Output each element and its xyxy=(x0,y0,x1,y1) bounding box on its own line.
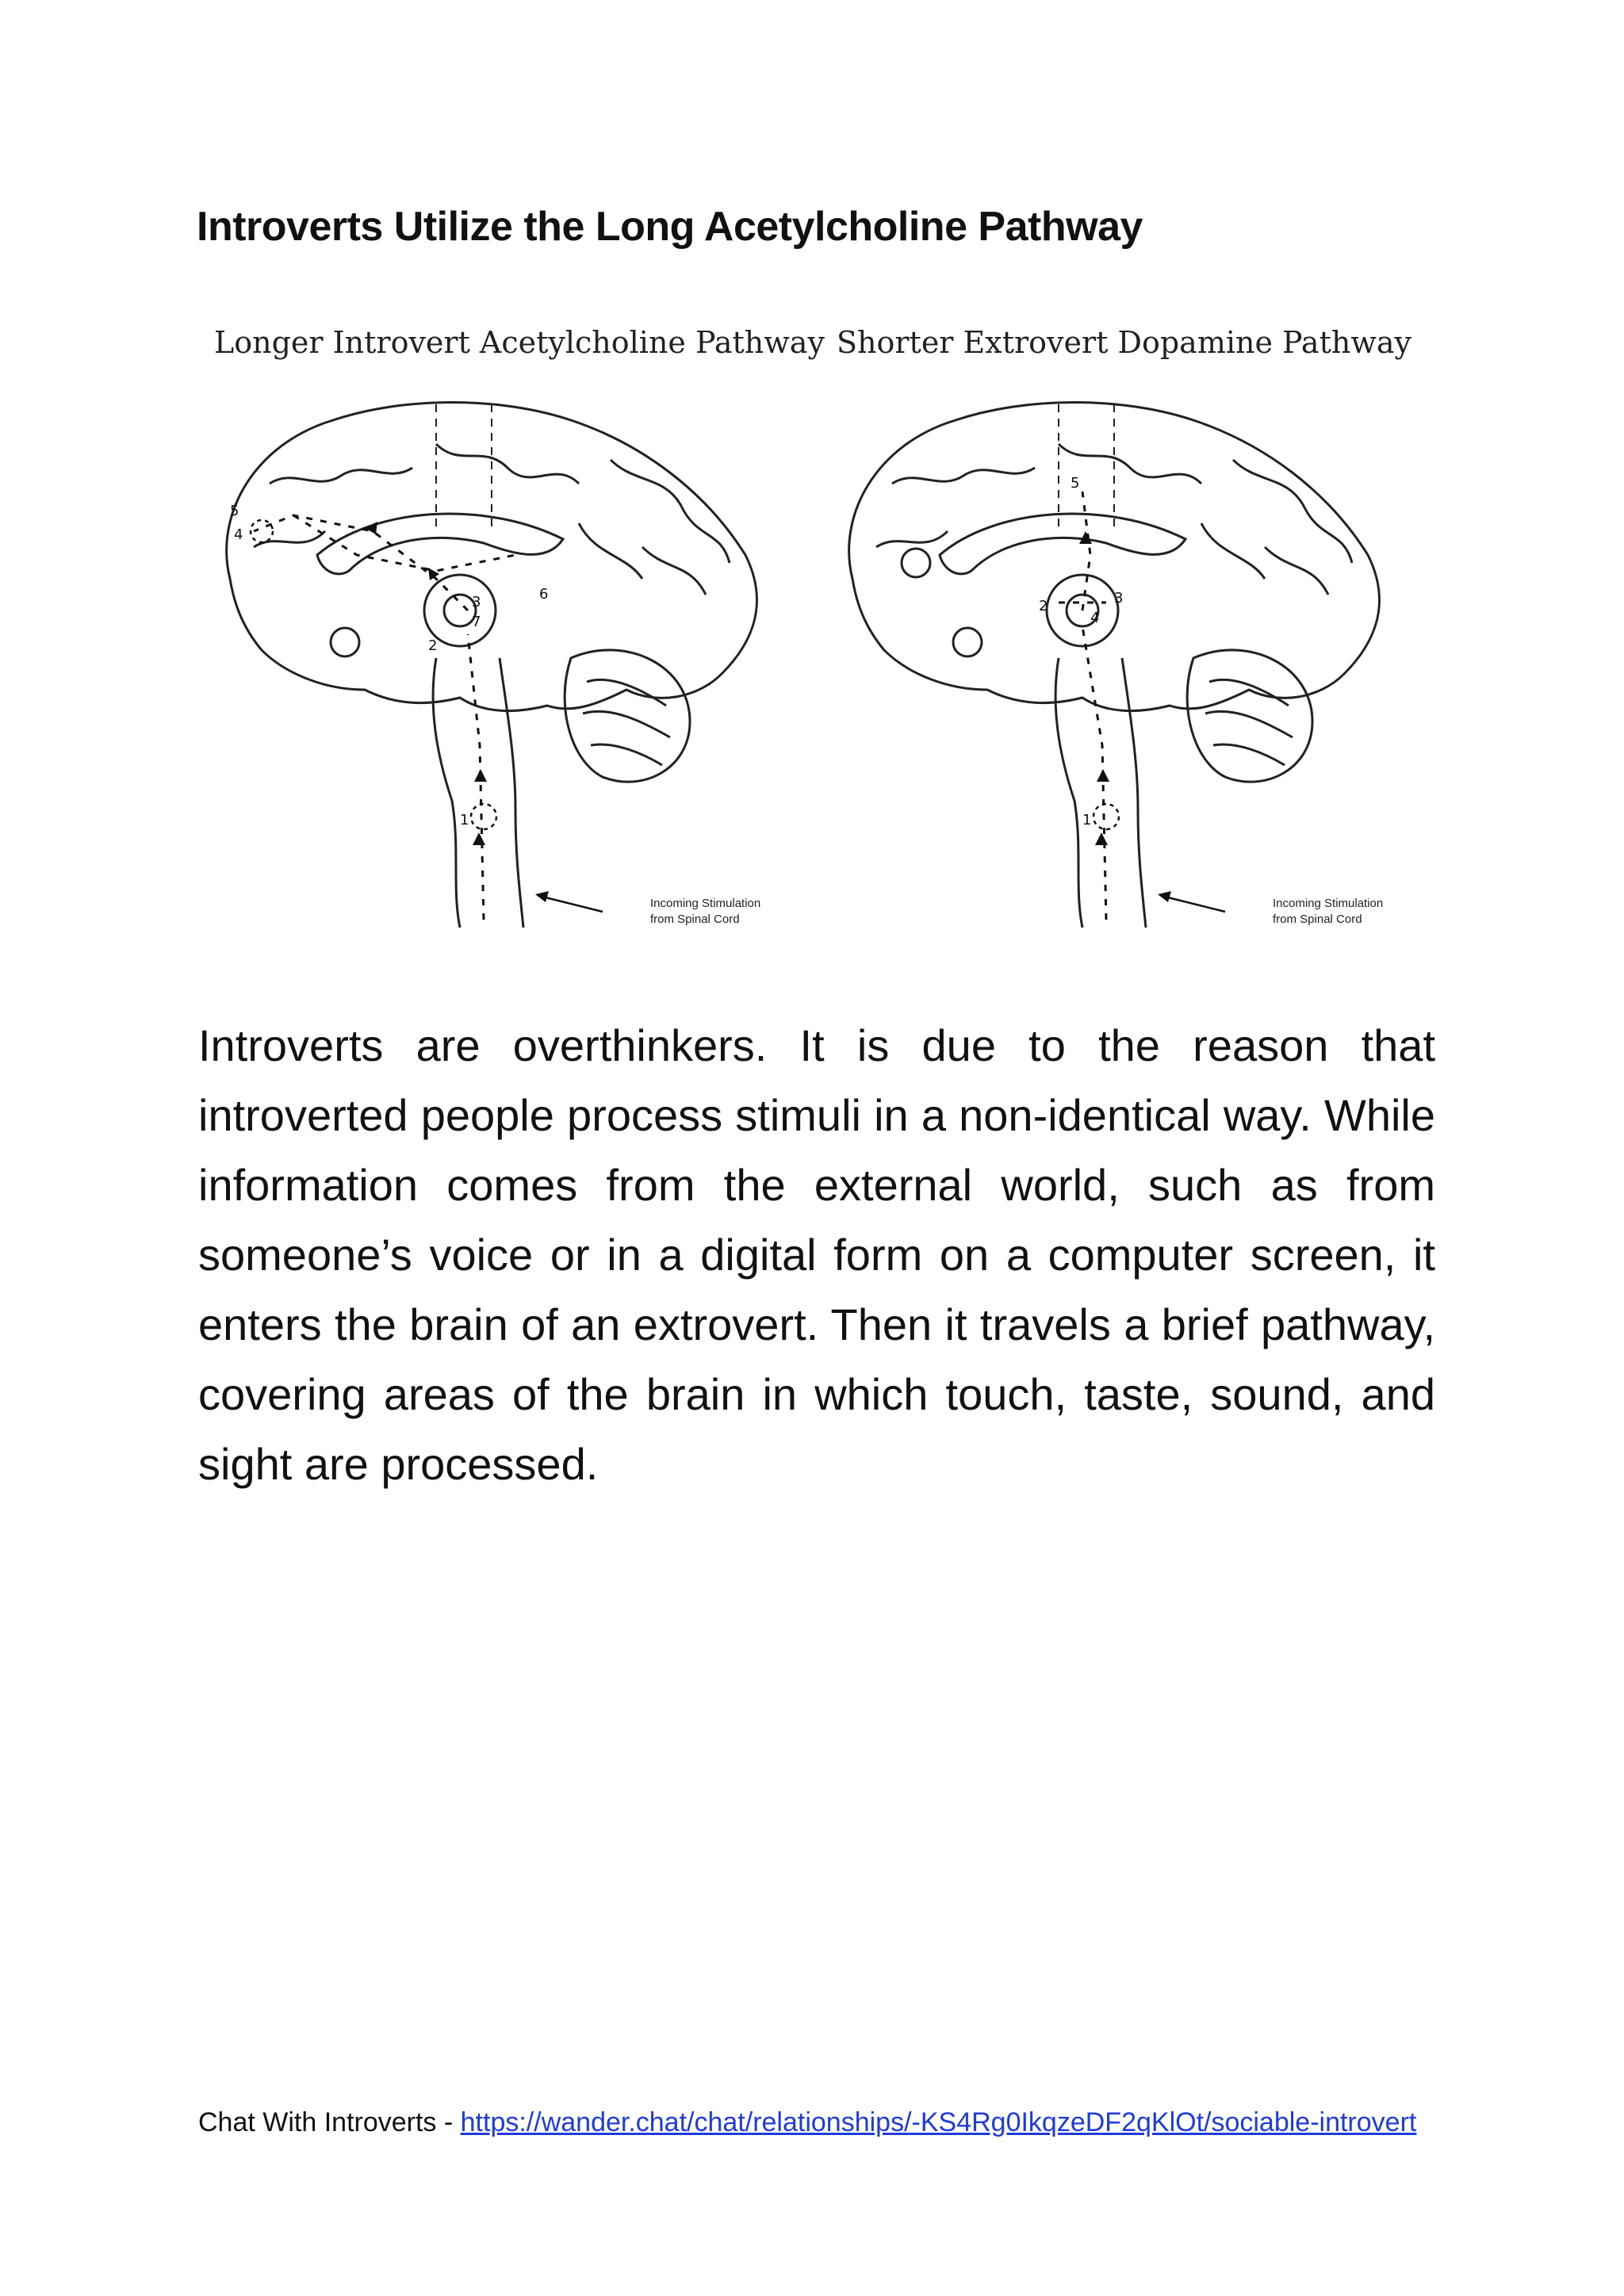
pathway-label-2: 2 xyxy=(428,637,438,654)
body-paragraph: Introverts are overthinkers. It is due to the reason that introverted people process stimuli in a non-identical way. While information comes from the external world, such as from someone’s voice or in a digital form on a computer screen, it enters the brain of an extrovert. Then it travels a brief pathway, covering areas of the brain in which touch, taste, sound, and sight are processed. xyxy=(198,1020,1435,1489)
introvert-pathway-title: Longer Introvert Acetylcholine Pathway xyxy=(214,325,825,360)
extrovert-pathway-label-1: 1 xyxy=(1082,812,1092,828)
extrovert-pathway-label-3: 3 xyxy=(1114,590,1124,607)
pathway-label-3: 3 xyxy=(472,594,481,610)
pathway-label-5: 5 xyxy=(230,503,239,519)
pathway-label-4: 4 xyxy=(234,526,243,543)
footer-link[interactable]: https://wander.chat/chat/relationships/-KS4Rg0IkqzeDF2qKlOt/sociable-introvert xyxy=(460,2107,1417,2137)
extrovert-note-line2: from Spinal Cord xyxy=(1273,913,1362,926)
introvert-note-line2: from Spinal Cord xyxy=(650,913,740,926)
extrovert-pathway-label-2: 2 xyxy=(1039,598,1048,614)
extrovert-note-line1: Incoming Stimulation xyxy=(1273,897,1384,910)
brain-pathway-figure xyxy=(198,309,1423,943)
footer-prefix: Chat With Introverts - xyxy=(198,2107,461,2137)
extrovert-pathway-panel xyxy=(821,309,1423,943)
extrovert-brain-illustration xyxy=(821,373,1423,928)
introvert-pathway-panel xyxy=(198,309,825,943)
extrovert-pathway-title: Shorter Extrovert Dopamine Pathway xyxy=(837,325,1411,360)
footer xyxy=(198,2105,1435,2140)
pathway-label-7: 7 xyxy=(472,614,481,630)
pathway-label-1: 1 xyxy=(460,812,469,828)
extrovert-pathway-label-5: 5 xyxy=(1071,475,1080,492)
extrovert-pathway-label-4: 4 xyxy=(1090,610,1100,626)
introvert-brain-illustration xyxy=(198,373,801,928)
pathway-label-6: 6 xyxy=(539,586,549,603)
page-title: Introverts Utilize the Long Acetylcholine Pathway xyxy=(197,204,1143,250)
introvert-note-line1: Incoming Stimulation xyxy=(650,897,761,910)
